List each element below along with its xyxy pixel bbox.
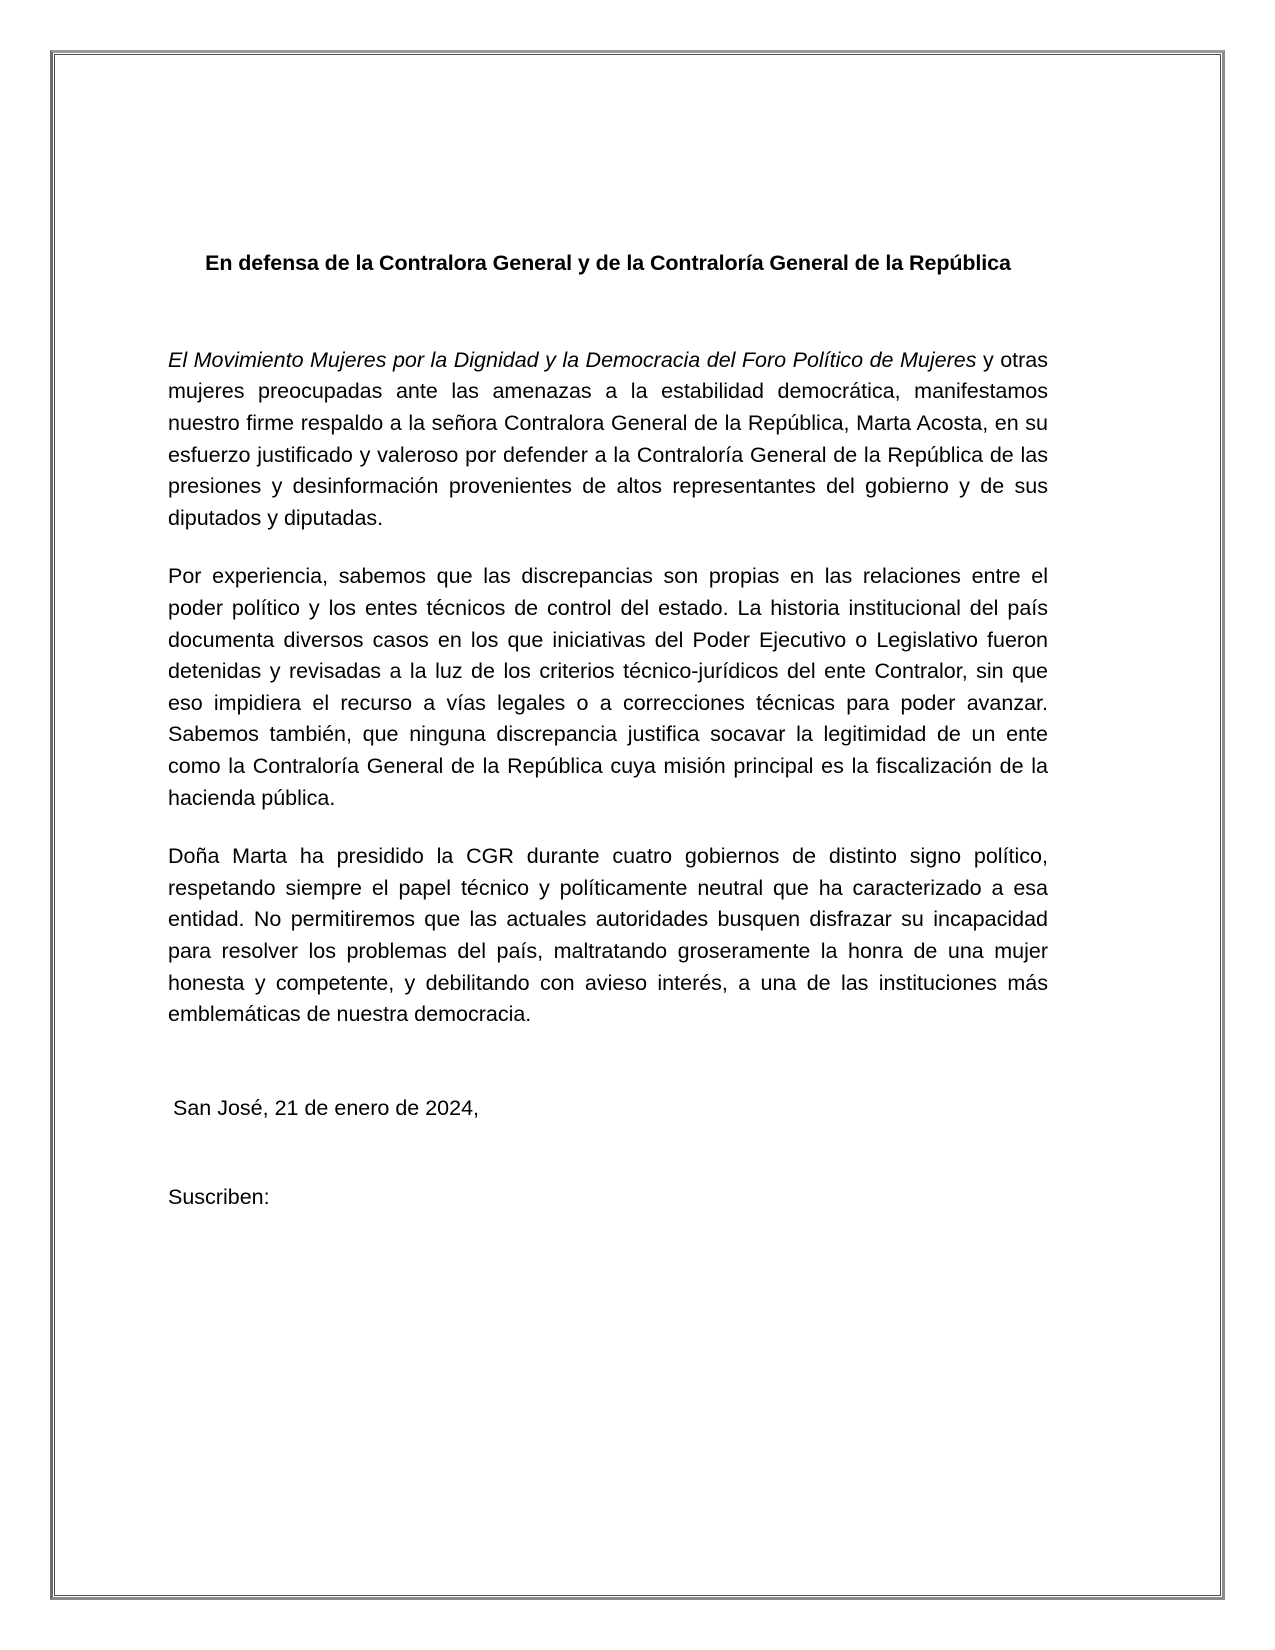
document-body [168, 250, 1048, 1214]
signature-place-date: San José, 21 de enero de 2024, [173, 1095, 480, 1120]
paragraph-1 [168, 345, 1048, 535]
paragraph-1-italic-lead: El Movimiento Mujeres por la Dignidad y la Democracia del Foro Político de Mujeres [168, 347, 977, 372]
paragraph-1-text: y otras mujeres preocupadas ante las amenazas a la estabilidad democrática, manifestamos nuestro firme respaldo a la señora Contralora General de la República, Marta Acosta, en su esfuerzo justificado y valeroso por defender a la Contraloría General de la República de las presiones y desinformación provenientes de altos representantes del gobierno y de sus diputados y diputadas. [168, 347, 1049, 530]
page-title: En defensa de la Contralora General y de la Contraloría General de la República [205, 251, 1011, 275]
paragraph-3: Doña Marta ha presidido la CGR durante cuatro gobiernos de distinto signo político, respetando siempre el papel técnico y políticamente neutral que ha caracterizado a esa entidad. No permitiremos que las actuales autoridades busquen disfrazar su incapacidad para resolver los problemas del país, maltratando groseramente la honra de una mujer honesta y competente, y debilitando con avieso interés, a una de las instituciones más emblemáticas de nuestra democracia. [168, 844, 1048, 1027]
signatories-label: Suscriben: [168, 1185, 270, 1210]
paragraph-2: Por experiencia, sabemos que las discrepancias son propias en las relaciones entre el poder político y los entes técnicos de control del estado. La historia institucional del país documenta diversos casos en los que iniciativas del Poder Ejecutivo o Legislativo fueron detenidas y revisadas a la luz de los criterios técnico-jurídicos del ente Contralor, sin que eso impidiera el recurso a vías legales o a correcciones técnicas para poder avanzar. Sabemos también, que ninguna discrepancia justifica socavar la legitimidad de un ente como la Contraloría General de la República cuya misión principal es la fiscalización de la hacienda pública. [168, 564, 1048, 810]
